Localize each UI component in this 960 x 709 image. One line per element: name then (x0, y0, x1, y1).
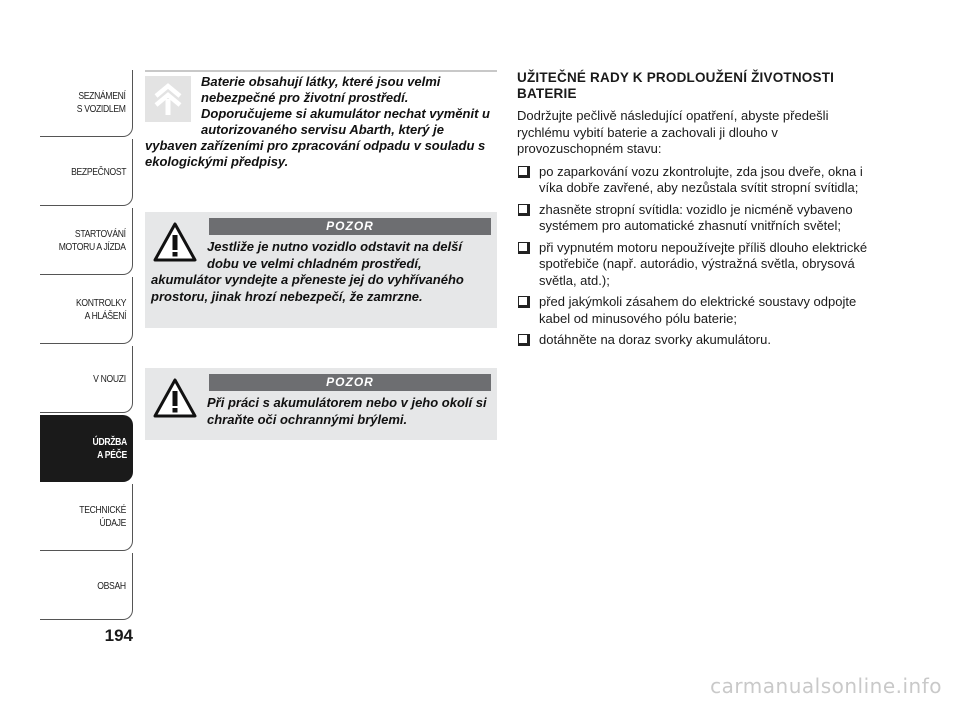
recycle-chevron-icon (145, 76, 191, 122)
checkbox-bullet-icon (518, 242, 530, 254)
warning-triangle-icon (153, 378, 197, 418)
warning-header: POZOR (209, 374, 491, 391)
list-item-text: před jakýmkoli zásahem do elektrické soustavy odpojte kabel od minusového pólu baterie; (539, 294, 857, 326)
checkbox-bullet-icon (518, 166, 530, 178)
environment-note (145, 74, 497, 170)
tab-label: STARTOVÁNÍ MOTORU A JÍZDA (58, 228, 126, 253)
tab-label: BEZPEČNOST (70, 165, 126, 178)
page-number: 194 (104, 626, 133, 645)
warning-text: Jestliže je nutno vozidlo odstavit na delší dobu ve velmi chladném prostředí, akumulátor vyndejte a přeneste jej do vyhřívaného prostoru, jinak hrozí nebezpečí, že zamrzne. (151, 239, 464, 304)
tab-bezpecnost[interactable] (40, 139, 133, 206)
list-item-text: při vypnutém motoru nepoužívejte příliš dlouho elektrické spotřebiče (např. autorádio, výstražná světla, obrysová světla, atd.); (539, 239, 868, 288)
battery-tips-section (517, 70, 877, 354)
warning-triangle-icon (153, 222, 197, 262)
checkbox-bullet-icon (518, 296, 530, 308)
tab-v-nouzi[interactable] (40, 346, 133, 413)
tab-technicke-udaje[interactable] (40, 484, 133, 551)
checkbox-bullet-icon (518, 204, 530, 216)
tab-label: SEZNÁMENÍ S VOZIDLEM (77, 90, 126, 115)
list-item (517, 294, 877, 327)
list-item (517, 164, 877, 197)
tab-kontrolky[interactable] (40, 277, 133, 344)
warning-box-cold (145, 212, 497, 328)
section-title: UŽITEČNÉ RADY K PRODLOUŽENÍ ŽIVOTNOSTI BATERIE (517, 70, 835, 101)
warning-box-goggles (145, 368, 497, 440)
list-item-text: po zaparkování vozu zkontrolujte, zda jsou dveře, okna i víka dobře zavřené, aby nezůstala svítit stropní svítidla; (539, 163, 863, 195)
checkbox-bullet-icon (518, 334, 530, 346)
tab-label: KONTROLKY A HLÁŠENÍ (75, 297, 126, 322)
tab-label: OBSAH (97, 579, 126, 592)
warning-header: POZOR (209, 218, 491, 235)
tab-startovani[interactable] (40, 208, 133, 275)
tab-udrzba-active[interactable] (40, 415, 133, 482)
tab-label: V NOUZI (93, 372, 126, 385)
list-item-text: dotáhněte na doraz svorky akumulátoru. (539, 332, 771, 347)
list-item (517, 240, 877, 290)
environment-note-text: Baterie obsahují látky, které jsou velmi nebezpečné pro životní prostředí. Doporučujeme si akumulátor nechat vyměnit u autorizovaného servisu Abarth, který je vybaven zařízeními pro zpracování odpadu v souladu s ekologickými předpisy. (145, 74, 490, 169)
tab-obsah[interactable] (40, 553, 133, 620)
tab-label: TECHNICKÉ ÚDAJE (79, 504, 126, 529)
list-item (517, 332, 877, 349)
list-item (517, 202, 877, 235)
list-item-text: zhasněte stropní svítidla: vozidlo je nicméně vybaveno systémem pro automatické zhasnutí vnitřních světel; (539, 201, 853, 233)
tips-list (517, 164, 877, 349)
tab-seznameni[interactable] (40, 70, 133, 137)
tab-label: ÚDRŽBA A PÉČE (92, 435, 127, 461)
watermark: carmanualsonline.info (710, 674, 942, 698)
section-intro: Dodržujte pečlivě následující opatření, abyste předešli rychlému vybití baterie a zachovali ji dlouho v provozuschopném stavu: (517, 108, 829, 156)
warning-text: Při práci s akumulátorem nebo v jeho okolí si chraňte oči ochrannými brýlemi. (207, 395, 487, 427)
top-rule (145, 70, 497, 72)
chapter-tabs (40, 70, 133, 622)
